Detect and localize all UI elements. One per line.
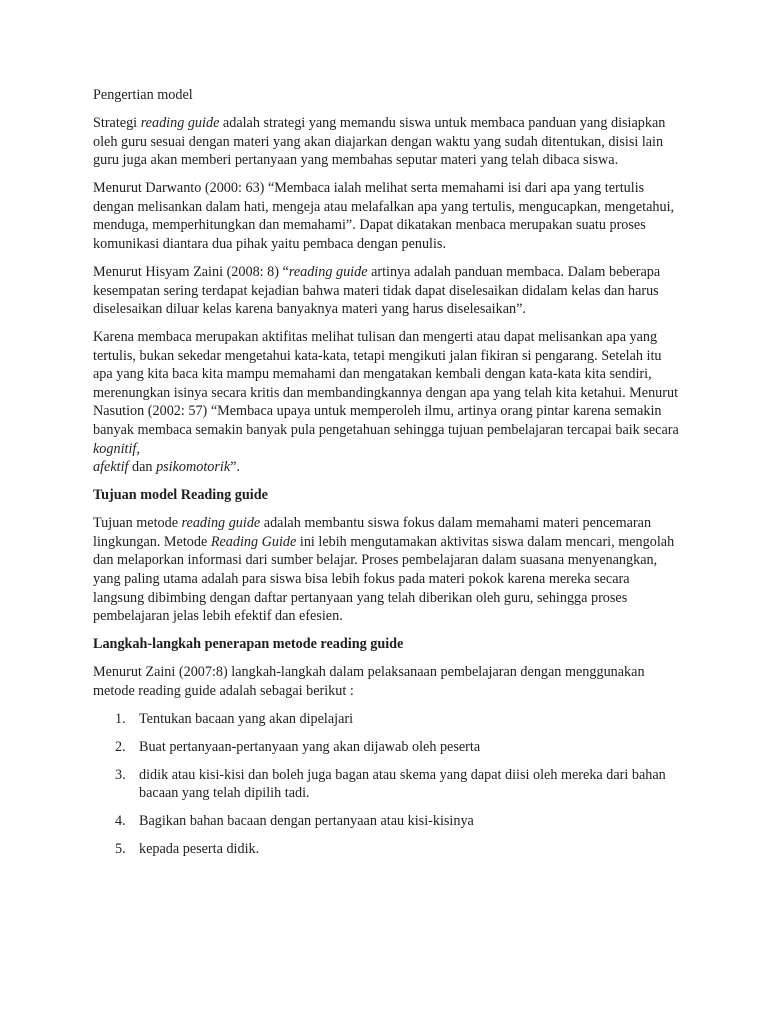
list-number: 5. <box>115 841 126 858</box>
italic-term: kognitif, <box>93 440 140 457</box>
italic-term: reading guide <box>288 263 368 280</box>
list-number: 2. <box>115 738 126 755</box>
text-span: ”. <box>230 459 241 476</box>
italic-term: reading guide <box>140 114 220 131</box>
steps-list <box>93 710 683 859</box>
heading-langkah: Langkah-langkah penerapan metode reading guide <box>93 636 404 653</box>
paragraph-strategy <box>93 114 683 170</box>
list-item <box>93 840 683 859</box>
text-span: Karena membaca merupakan aktifitas melihat tulisan dan mengerti atau dapat melisankan apa yang tertulis, bukan sekedar mengetahui kata-kata, tetapi mengikuti jalan fikiran si pengarang. Setelah itu apa yang kita baca kita mampu memahami dan mengatakan kembali dengan kata-kata kita sendiri, merenungkan isinya secara kritis dan membandingkannya dengan apa yang telah kita ketahui. Menurut Nasution (2002: 57) “Membaca upaya untuk memperoleh ilmu, artinya orang pintar karena semakin banyak membaca semakin banyak pula pengetahuan sehingga tujuan pembelajaran tercapai baik secara <box>93 329 679 439</box>
text-span: Menurut Hisyam Zaini (2008: 8) “ <box>93 263 289 280</box>
paragraph-zaini: Menurut Zaini (2007:8) langkah-langkah dalam pelaksanaan pembelajaran dengan menggunakan metode reading guide adalah sebagai berikut : <box>93 664 645 699</box>
text-span: ini lebih mengutamakan aktivitas siswa dalam mencari, mengolah dan melaporkan informasi dari sumber belajar. Proses pembelajaran dalam suasana menyenangkan, yang paling utama adalah para siswa bisa lebih fokus pada materi pokok karena mereka secara langsung dibimbing dengan daftar pertanyaan yang telah diberikan oleh guru, sehingga proses pembelajaran jelas lebih efektif dan efesien. <box>93 533 675 625</box>
document-body <box>93 86 683 868</box>
list-item-text: Tentukan bacaan yang akan dipelajari <box>139 710 354 727</box>
heading-tujuan: Tujuan model Reading guide <box>93 487 268 504</box>
text-span: adalah membantu siswa fokus dalam memahami materi pencemaran lingkungan. Metode <box>93 515 652 550</box>
list-item <box>93 812 683 831</box>
italic-term: psikomotorik <box>156 459 231 476</box>
list-item-text: kepada peserta didik. <box>139 841 260 858</box>
text-span: Strategi <box>93 114 141 131</box>
text-span: artinya adalah panduan membaca. Dalam beberapa kesempatan sering terdapat kejadian bahwa materi tidak dapat diselesaikan didalam kelas dan harus diselesaikan diluar kelas karena banyaknya materi yang harus diselesaikan”. <box>93 263 661 318</box>
list-item <box>93 710 683 729</box>
italic-term: reading guide <box>181 515 261 532</box>
italic-term: afektif <box>93 459 129 476</box>
paragraph-hisyam-zaini <box>93 263 683 319</box>
list-item <box>93 738 683 757</box>
list-number: 1. <box>115 710 126 727</box>
paragraph-tujuan <box>93 514 683 626</box>
text-span: Tujuan metode <box>93 515 182 532</box>
list-number: 4. <box>115 813 126 830</box>
list-item-text: Bagikan bahan bacaan dengan pertanyaan atau kisi-kisinya <box>139 813 474 830</box>
paragraph-darwanto: Menurut Darwanto (2000: 63) “Membaca ialah melihat serta memahami isi dari apa yang tertulis dengan melisankan dalam hati, mengeja atau melafalkan apa yang tertulis, mengucapkan, mengetahui, menduga, memperhitungkan dan memahami”. Dapat dikatakan menbaca merupakan suatu proses komunikasi diantara dua pihak yaitu pembaca dengan penulis. <box>93 180 675 252</box>
list-number: 3. <box>115 766 126 783</box>
italic-term: Reading Guide <box>210 533 297 550</box>
list-item-text: didik atau kisi-kisi dan boleh juga bagan atau skema yang dapat diisi oleh mereka dari bahan bacaan yang telah dipilih tadi. <box>139 766 666 802</box>
text-span: adalah strategi yang memandu siswa untuk membaca panduan yang disiapkan oleh guru sesuai dengan materi yang akan diajarkan dengan waktu yang sudah ditentukan, disisi lain guru juga akan memberi pertanyaan yang membahas seputar materi yang telah dibaca siswa. <box>93 114 666 169</box>
paragraph-nasution <box>93 328 683 477</box>
section-title: Pengertian model <box>93 87 193 103</box>
text-span: dan <box>128 459 157 476</box>
list-item-text: Buat pertanyaan-pertanyaan yang akan dijawab oleh peserta <box>139 738 481 755</box>
list-item <box>93 766 683 803</box>
